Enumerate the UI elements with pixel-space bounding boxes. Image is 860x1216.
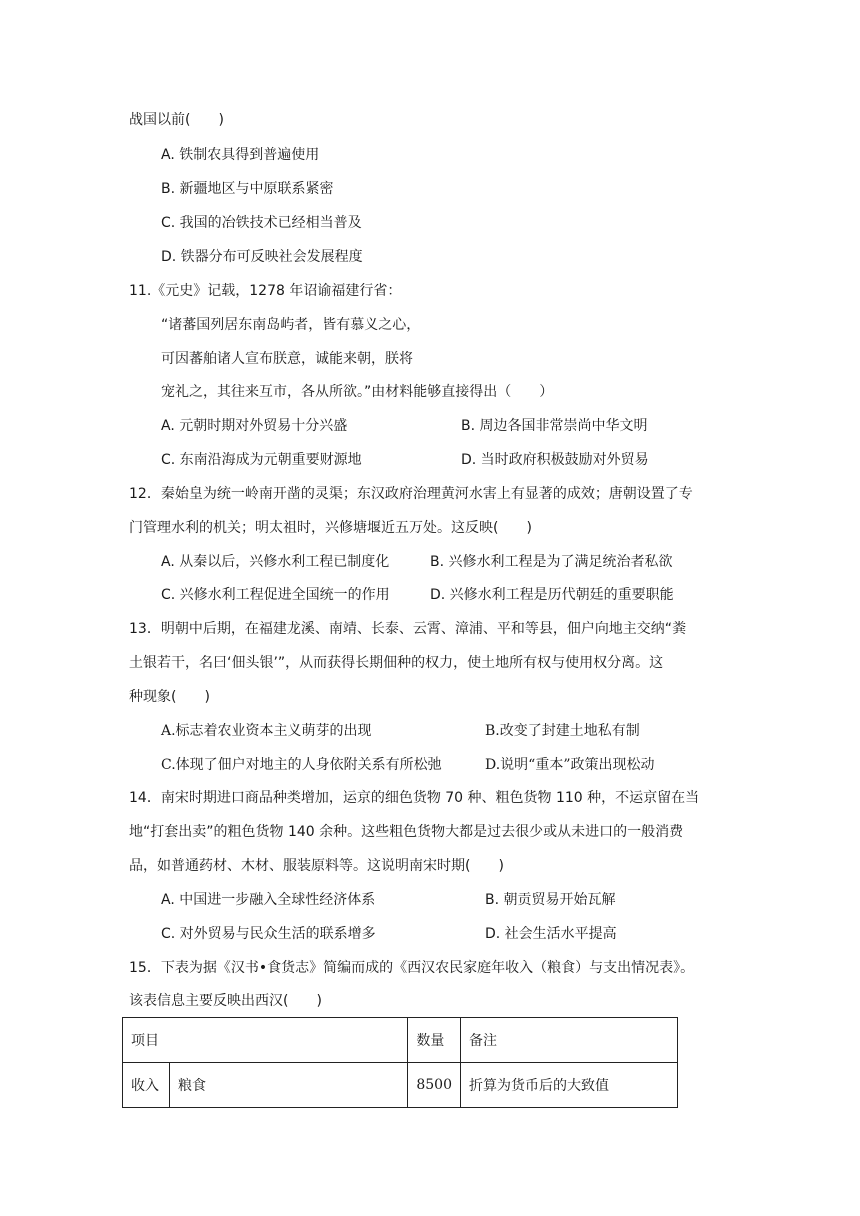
q15-stem-line-2: 该表信息主要反映出西汉( ) [129,993,322,1009]
q12-option-b[interactable]: B. 兴修水利工程是为了满足统治者私欲 [430,554,673,570]
q13-stem-line-1: 13．明朝中后期，在福建龙溪、南靖、长泰、云霄、漳浦、平和等县，佃户向地主交纳“粪 [129,621,687,637]
q14-option-b[interactable]: B. 朝贡贸易开始瓦解 [485,892,616,908]
table-header-item: 项目 [123,1018,408,1063]
q13-stem-line-2: 土银若干，名曰‘佃头银’”，从而获得长期佃种的权力，使土地所有权与使用权分离。这 [129,655,664,671]
q11-quote-line-3: 宠礼之，其往来互市，各从所欲。”由材料能够直接得出（ ） [161,384,554,400]
q13-option-d[interactable]: D.说明“重本”政策出现松动 [485,757,655,773]
table-header-quantity: 数量 [408,1018,461,1063]
q11-quote-line-2: 可因蕃舶诸人宣布朕意，诚能来朝，朕将 [161,351,413,367]
q12-option-a[interactable]: A. 从秦以后，兴修水利工程已制度化 [161,554,390,570]
q14-option-a[interactable]: A. 中国进一步融入全球性经济体系 [161,892,376,908]
q10-stem-tail: 战国以前( ) [129,112,224,128]
q11-option-d[interactable]: D. 当时政府积极鼓励对外贸易 [461,452,649,468]
q10-option-c[interactable]: C. 我国的冶铁技术已经相当普及 [161,215,362,231]
q10-option-d[interactable]: D. 铁器分布可反映社会发展程度 [161,249,363,265]
q10-option-a[interactable]: A. 铁制农具得到普遍使用 [161,147,320,163]
q14-stem-line-2: 地“打套出卖”的粗色货物 140 余种。这些粗色货物大都是过去很少或从未进口的一般消费 [129,824,684,840]
table-header-row [123,1018,678,1063]
table-header-notes: 备注 [461,1018,678,1063]
q14-option-c[interactable]: C. 对外贸易与民众生活的联系增多 [161,926,376,942]
table-row [123,1063,678,1108]
q13-option-c[interactable]: C.体现了佃户对地主的人身依附关系有所松弛 [161,757,442,773]
q11-option-c[interactable]: C. 东南沿海成为元朝重要财源地 [161,452,362,468]
q13-option-a[interactable]: A.标志着农业资本主义萌芽的出现 [161,723,372,739]
table-cell-category: 收入 [123,1063,170,1108]
q12-stem-line-2: 门管理水利的机关；明太祖时，兴修塘堰近五万处。这反映( ) [129,520,532,536]
q13-option-b[interactable]: B.改变了封建土地私有制 [485,723,640,739]
q14-stem-line-3: 品，如普通药材、木材、服装原料等。这说明南宋时期( ) [129,858,504,874]
q11-quote-line-1: “诸蕃国列居东南岛屿者，皆有慕义之心， [161,317,421,333]
q14-stem-line-1: 14．南宋时期进口商品种类增加，运京的细色货物 70 种、粗色货物 110 种，不运京留在当 [129,790,700,806]
table-cell-item: 粮食 [170,1063,408,1108]
q12-stem-line-1: 12．秦始皇为统一岭南开凿的灵渠；东汉政府治理黄河水害上有显著的成效；唐朝设置了专 [129,486,693,502]
table-cell-notes: 折算为货币后的大致值 [461,1063,678,1108]
q12-option-d[interactable]: D. 兴修水利工程是历代朝廷的重要职能 [430,587,674,603]
income-expense-table [122,1017,678,1108]
q12-option-c[interactable]: C. 兴修水利工程促进全国统一的作用 [161,587,390,603]
q11-option-b[interactable]: B. 周边各国非常崇尚中华文明 [461,418,648,434]
q13-stem-line-3: 种现象( ) [129,689,210,705]
q14-option-d[interactable]: D. 社会生活水平提高 [485,926,617,942]
q10-option-b[interactable]: B. 新疆地区与中原联系紧密 [161,181,334,197]
q15-stem-line-1: 15．下表为据《汉书•食货志》简编而成的《西汉农民家庭年收入（粮食）与支出情况表》。 [129,960,695,976]
table-cell-quantity: 8500 [408,1063,461,1108]
q11-stem-line-1: 11.《元史》记载，1278 年诏谕福建行省： [129,283,402,299]
q11-option-a[interactable]: A. 元朝时期对外贸易十分兴盛 [161,418,348,434]
